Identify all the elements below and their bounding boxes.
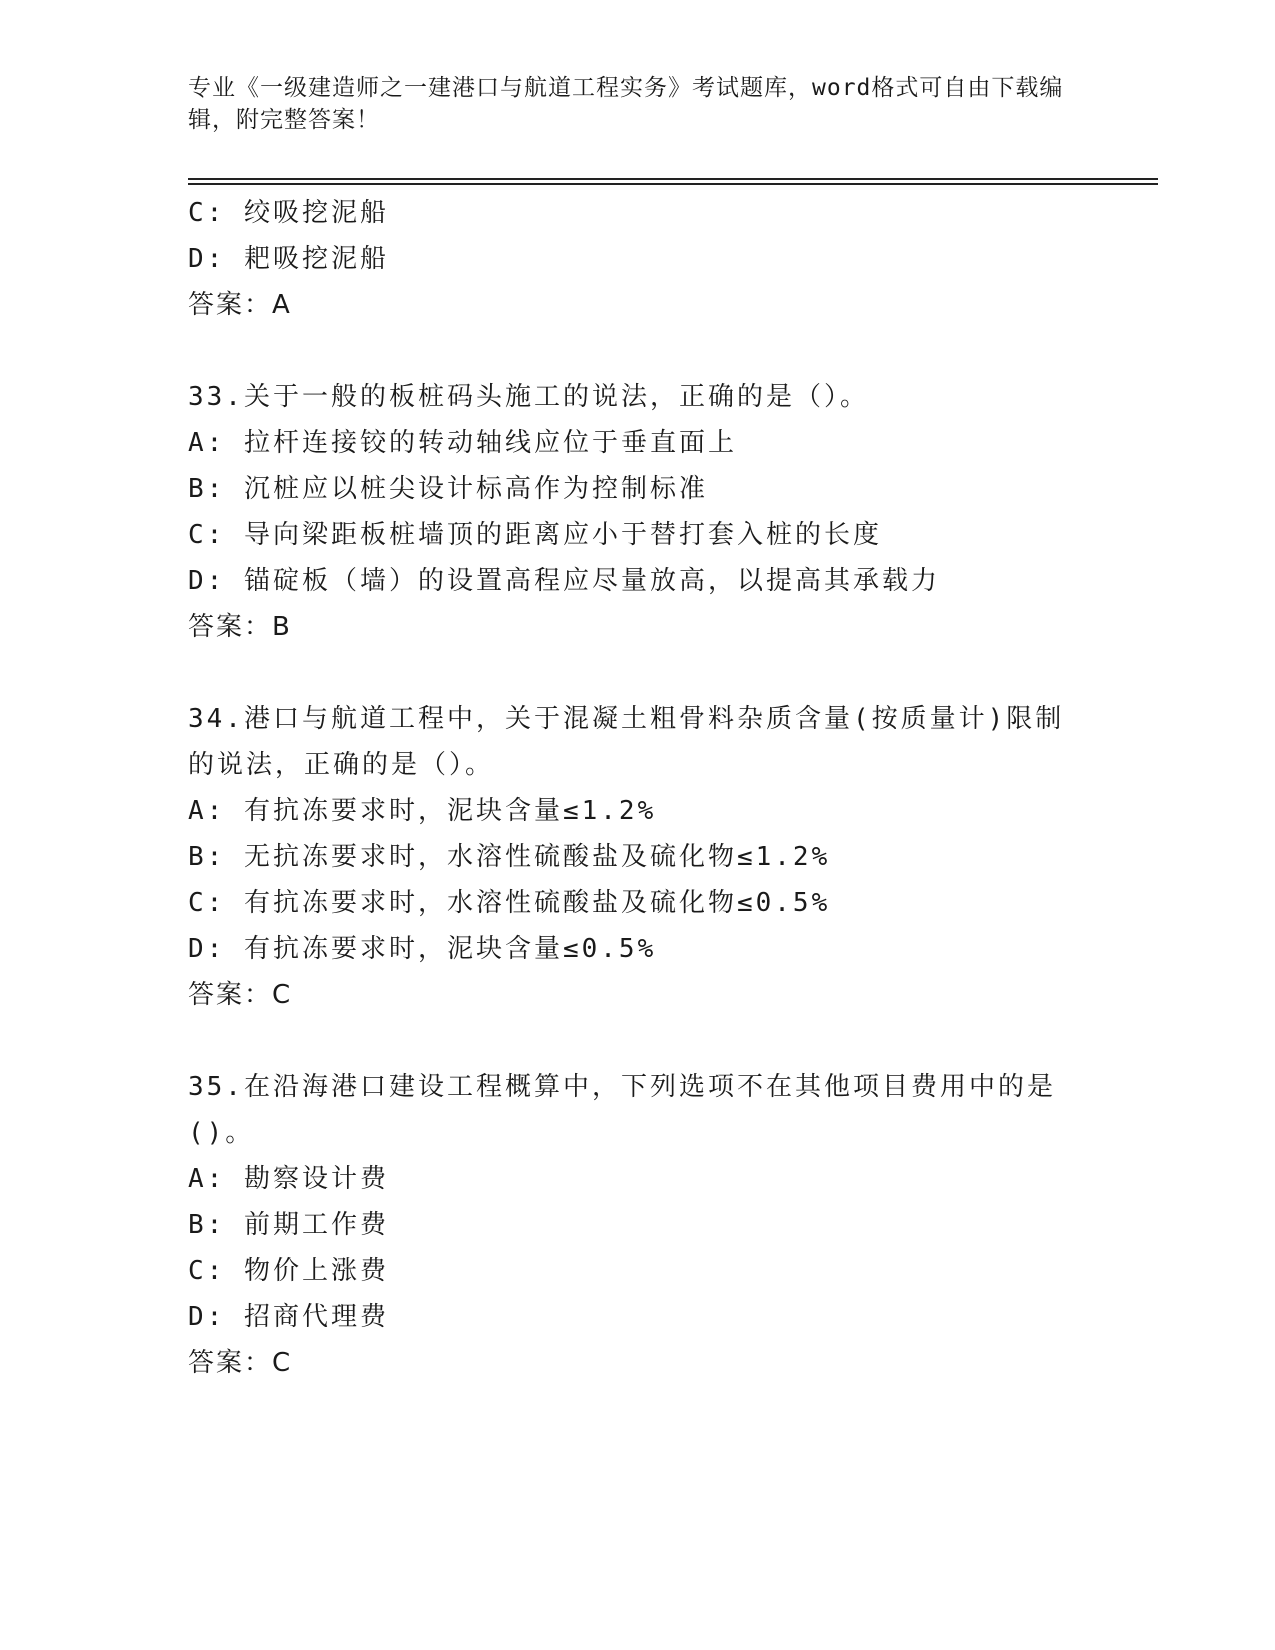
question-block-34: [188, 696, 1088, 1018]
option-c: C: 有抗冻要求时，水溶性硫酸盐及硫化物≤0.5%: [188, 888, 831, 918]
spacer: [188, 1018, 1088, 1064]
question-list: [188, 190, 1088, 1386]
option-d: D: 招商代理费: [188, 1302, 389, 1332]
option-a: A: 拉杆连接铰的转动轴线应位于垂直面上: [188, 428, 737, 458]
header-rule-top: [188, 178, 1158, 180]
question-stem: 34.港口与航道工程中，关于混凝土粗骨料杂质含量(按质量计)限制的说法，正确的是（）。: [188, 704, 1065, 780]
spacer: [188, 650, 1088, 696]
option-d: D: 有抗冻要求时，泥块含量≤0.5%: [188, 934, 657, 964]
option-c: C: 物价上涨费: [188, 1256, 389, 1286]
option-d: D: 锚碇板（墙）的设置高程应尽量放高，以提高其承载力: [188, 566, 940, 596]
option-a: A: 勘察设计费: [188, 1164, 389, 1194]
option-a: A: 有抗冻要求时，泥块含量≤1.2%: [188, 796, 657, 826]
header-rule-bottom: [188, 183, 1158, 185]
option-b: B: 前期工作费: [188, 1210, 389, 1240]
option-b: B: 沉桩应以桩尖设计标高作为控制标准: [188, 474, 708, 504]
answer-line: 答案：B: [188, 612, 292, 642]
answer-line: 答案：C: [188, 980, 293, 1010]
document-header: 专业《一级建造师之一建港口与航道工程实务》考试题库，word格式可自由下载编辑，附完整答案！: [188, 75, 1064, 133]
option-b: B: 无抗冻要求时，水溶性硫酸盐及硫化物≤1.2%: [188, 842, 831, 872]
answer-line: 答案：C: [188, 1348, 293, 1378]
option-d: D: 耙吸挖泥船: [188, 244, 389, 274]
question-block-35: [188, 1064, 1088, 1386]
question-block-previous: [188, 190, 1088, 328]
question-block-33: [188, 374, 1088, 650]
answer-line: 答案：A: [188, 290, 292, 320]
spacer: [188, 328, 1088, 374]
option-c: C: 导向梁距板桩墙顶的距离应小于替打套入桩的长度: [188, 520, 882, 550]
question-stem: 33.关于一般的板桩码头施工的说法，正确的是（）。: [188, 382, 869, 412]
option-c: C: 绞吸挖泥船: [188, 198, 389, 228]
question-stem: 35.在沿海港口建设工程概算中，下列选项不在其他项目费用中的是()。: [188, 1072, 1056, 1148]
